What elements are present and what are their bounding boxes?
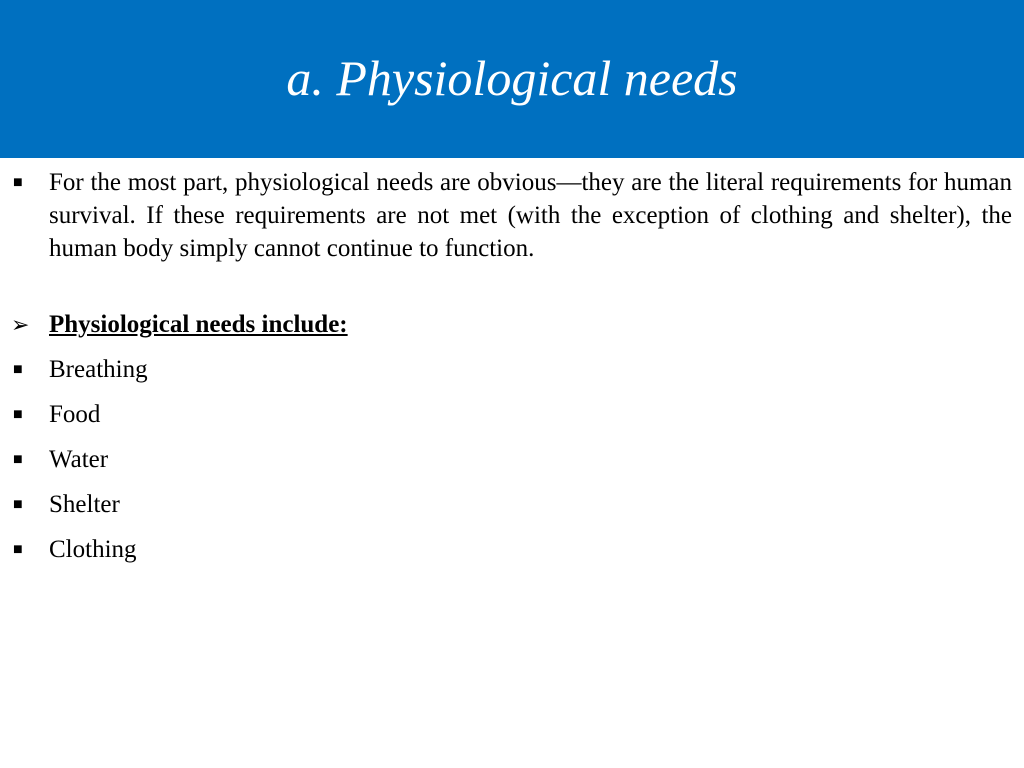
list-item-label: Food xyxy=(49,401,101,428)
list-heading: Physiological needs include: xyxy=(49,311,348,338)
square-bullet-icon: ■ xyxy=(13,406,23,423)
square-bullet-icon: ■ xyxy=(13,361,23,378)
intro-paragraph: For the most part, physiological needs are obvious—they are the literal requirements for human survival. If these requirements are not met (with the exception of clothing and shelter), the human body simply cannot continue to function. xyxy=(49,169,1012,262)
square-bullet-icon: ■ xyxy=(13,174,23,191)
list-item-label: Breathing xyxy=(49,356,148,383)
square-bullet-icon: ■ xyxy=(13,451,23,468)
list-heading-item xyxy=(0,308,1024,341)
arrow-bullet-icon: ➢ xyxy=(11,312,30,337)
list-item-shelter xyxy=(0,488,1024,521)
title-bar xyxy=(0,0,1024,158)
list-item-label: Shelter xyxy=(49,491,120,518)
square-bullet-icon: ■ xyxy=(13,541,23,558)
list-item-water xyxy=(0,443,1024,476)
intro-bullet-item xyxy=(0,166,1024,265)
slide-title: a. Physiological needs xyxy=(286,50,738,106)
square-bullet-icon: ■ xyxy=(13,496,23,513)
list-item-label: Water xyxy=(49,446,109,473)
list-item-food xyxy=(0,398,1024,431)
list-item-label: Clothing xyxy=(49,536,137,563)
list-item-breathing xyxy=(0,353,1024,386)
slide-content xyxy=(0,166,1024,566)
list-item-clothing xyxy=(0,533,1024,566)
